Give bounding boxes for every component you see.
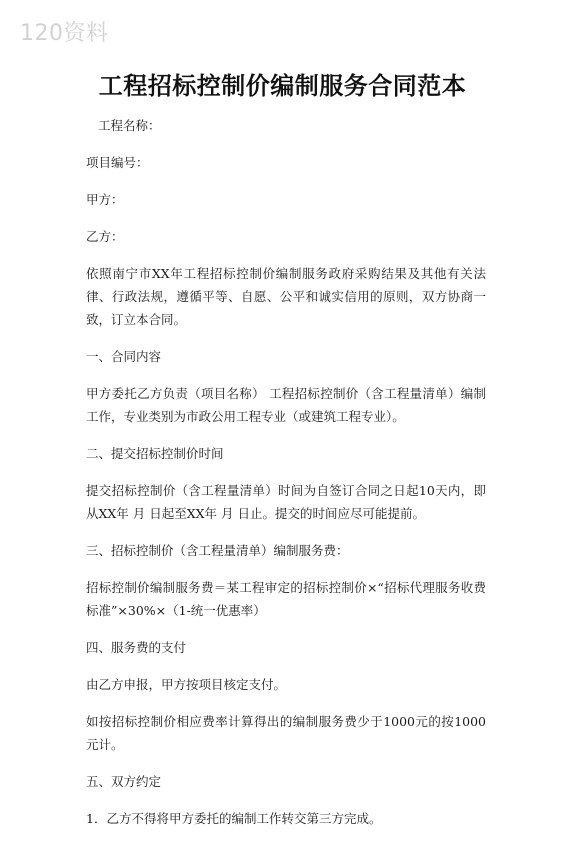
section-heading-4: 四、服务费的支付 xyxy=(86,640,187,655)
section-4-paragraph-1: 由乙方申报，甲方按项目核定支付。 xyxy=(86,677,287,692)
field-project-name: 工程名称： xyxy=(98,118,161,133)
section-1-paragraph: 甲方委托乙方负责（项目名称） 工程招标控制价（含工程量清单）编制工作，专业类别为市政公用工程专业（或建筑工程专业）。 xyxy=(86,386,486,424)
section-4-paragraph-2: 如按招标控制价相应费率计算得出的编制服务费少于1000元的按1000元计。 xyxy=(86,714,486,752)
section-3-paragraph: 招标控制价编制服务费＝某工程审定的招标控制价×“招标代理服务收费标准”×30%×（1-统一优惠率） xyxy=(86,580,486,618)
document-body xyxy=(86,114,486,844)
section-heading-1: 一、合同内容 xyxy=(86,349,162,364)
document-title: 工程招标控制价编制服务合同范本 xyxy=(98,72,467,100)
section-heading-2: 二、提交招标控制价时间 xyxy=(86,446,224,461)
field-party-a: 甲方： xyxy=(86,192,124,207)
section-5-item-1: 1．乙方不得将甲方委托的编制工作转交第三方完成。 xyxy=(86,811,382,826)
field-project-number: 项目编号： xyxy=(86,155,149,170)
section-heading-5: 五、双方约定 xyxy=(86,774,162,789)
field-party-b: 乙方： xyxy=(86,229,124,244)
preamble-paragraph: 依照南宁市XX年工程招标控制价编制服务政府采购结果及其他有关法律、行政法规，遵循平等、自愿、公平和诚实信用的原则，双方协商一致，订立本合同。 xyxy=(86,266,486,327)
section-2-paragraph: 提交招标控制价（含工程量清单）时间为自签订合同之日起10天内，即从XX年 月 日起至XX年 月 日止。提交的时间应尽可能提前。 xyxy=(86,483,486,521)
section-heading-3: 三、招标控制价（含工程量清单）编制服务费： xyxy=(86,543,349,558)
watermark-logo: 120资料 xyxy=(20,21,109,46)
